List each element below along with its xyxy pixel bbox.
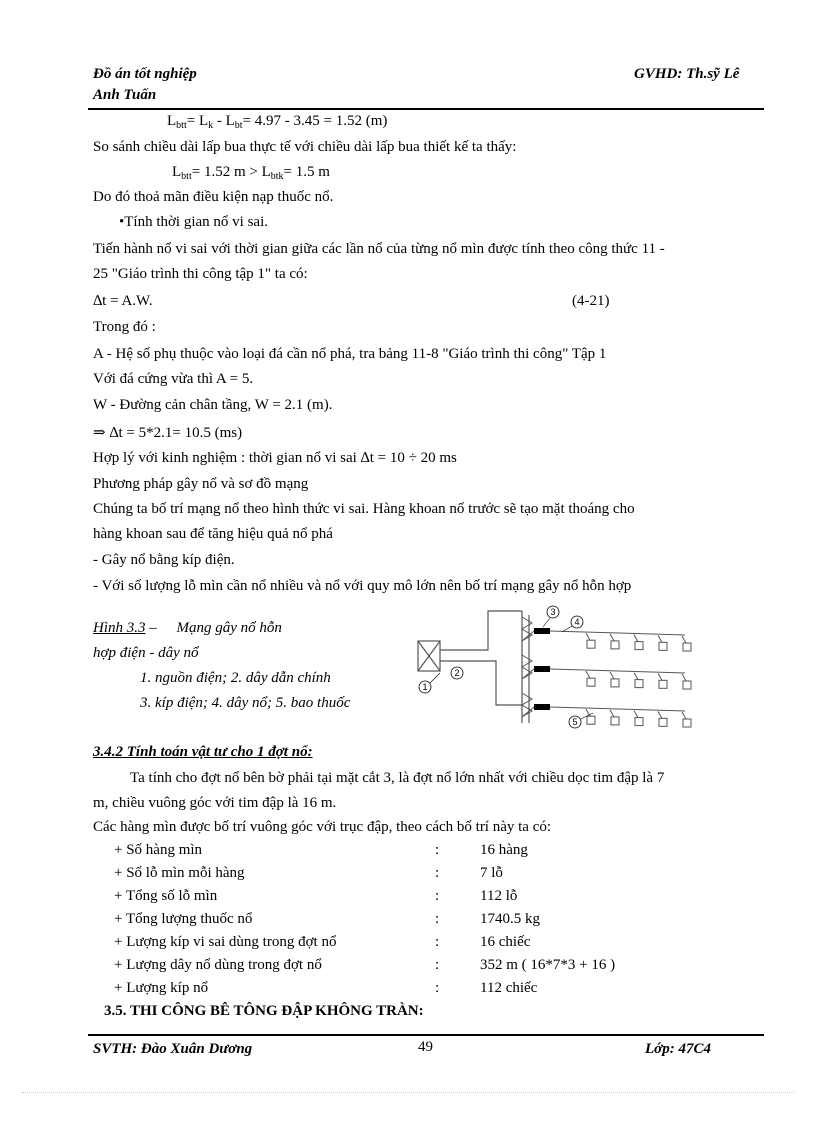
footer-right: Lớp: 47C4 — [645, 1041, 711, 1057]
equation-compare: $L_{btt}= 1.52$ $m > L_{btk}= 1.5$ m — [172, 164, 330, 182]
callout-4: 4 — [574, 617, 580, 627]
explosive-package — [611, 679, 619, 687]
cord-drop — [634, 635, 638, 642]
explosive-package — [659, 718, 667, 726]
list-item: + Tổng lượng thuốc nổ : 1740.5 kg — [114, 911, 540, 927]
callout-5: 5 — [572, 717, 578, 727]
blasting-network-diagram — [410, 603, 710, 735]
explosive-package — [635, 642, 643, 650]
cord-drop — [634, 711, 638, 718]
detonating-cord — [550, 707, 685, 711]
reason: Hợp lý với kinh nghiệm : thời gian nổ vi sai ∆t = 10 ÷ 20 ms — [93, 450, 457, 466]
explosive-package — [659, 642, 667, 650]
callout-1: 1 — [422, 682, 428, 692]
cord-drop — [586, 671, 590, 678]
where-label: Trong đó : — [93, 319, 156, 335]
explosive-package — [635, 680, 643, 688]
equation-lbtt: $L_{btt}= L_k - L_{bt}= 4.97 - 3.45 = 1.52$ (m) — [167, 113, 388, 131]
calc: ⇒ ∆t = 5*2.1= 10.5 (ms) — [93, 425, 243, 441]
callout-2: 2 — [454, 668, 460, 678]
footer-left: SVTH: Đào Xuân Dương — [93, 1041, 253, 1057]
formula-number: (4-21) — [572, 293, 610, 309]
explosive-package — [587, 716, 595, 724]
next-section-heading: 3.5. THI CÔNG BÊ TÔNG ĐẬP KHÔNG TRÀN: — [104, 1003, 424, 1019]
formula: ∆t = A.W. — [93, 293, 153, 309]
footer-rule — [88, 1034, 764, 1036]
branch-wire — [522, 693, 534, 717]
header-left-line1: Đồ án tốt nghiệp — [93, 66, 197, 82]
explosive-package — [635, 718, 643, 726]
cord-drop — [610, 634, 614, 641]
def-w: W - Đường cản chân tầng, W = 2.1 (m). — [93, 397, 333, 413]
cord-drop — [658, 673, 662, 680]
explosive-package — [683, 719, 691, 727]
list-item: + Lượng kíp vi sai dùng trong đợt nổ : 16 chiếc — [114, 934, 531, 950]
def-a2: Với đá cứng vừa thì A = 5. — [93, 371, 254, 387]
branch-wire — [522, 655, 534, 679]
bullet-time: •Tính thời gian nổ vi sai. — [119, 214, 269, 230]
figure-legend-1: 1. nguồn điện; 2. dây dẫn chính — [140, 670, 331, 686]
figure-label: Hình 3.3 — [93, 620, 146, 636]
list-item: + Lượng kíp nổ : 112 chiếc — [114, 980, 538, 996]
explosive-package — [683, 643, 691, 651]
page-number: 49 — [418, 1039, 433, 1055]
explosive-package — [611, 717, 619, 725]
explosive-package — [683, 681, 691, 689]
section-para-3: Các hàng mìn được bố trí vuông góc với trục đập, theo cách bố trí này ta có: — [93, 819, 552, 835]
para-method-2: 25 "Giáo trình thi công tập 1" ta có: — [93, 266, 308, 282]
branch-wire — [522, 617, 534, 641]
section-heading: 3.4.2 Tính toán vật tư cho 1 đợt nổ: — [93, 744, 313, 760]
para-compare: So sánh chiều dài lấp bua thực tế với chiều dài lấp bua thiết kế ta thấy: — [93, 139, 517, 155]
dash-item-2: - Với số lượng lỗ mìn cần nổ nhiều và nổ với quy mô lớn nên bố trí mạng gây nổ hỗn hợp — [93, 578, 632, 594]
header-right: GVHD: Th.sỹ Lê — [634, 66, 740, 82]
list-item: + Tổng số lỗ mìn : 112 lỗ — [114, 888, 518, 904]
figure-legend-2: 3. kíp điện; 4. dây nổ; 5. bao thuốc — [140, 695, 351, 711]
section-para-2: m, chiều vuông góc với tim đập là 16 m. — [93, 795, 337, 811]
para-conclude: Do đó thoả mãn điều kiện nạp thuốc nổ. — [93, 189, 334, 205]
page-bottom-border — [22, 1092, 794, 1093]
explosive-package — [659, 680, 667, 688]
para-network-1: Chúng ta bố trí mạng nổ theo hình thức vi sai. Hàng khoan nổ trước sẽ tạo mặt thoáng cho — [93, 501, 635, 517]
list-item: + Lượng dây nổ dùng trong đợt nổ : 352 m ( 16*7*3 + 16 ) — [114, 957, 616, 973]
detonating-cord — [550, 669, 685, 673]
explosive-package — [587, 640, 595, 648]
detonating-cord — [550, 631, 685, 635]
cord-drop — [610, 672, 614, 679]
electric-detonator — [534, 666, 550, 672]
method-title: Phương pháp gây nổ và sơ đồ mạng — [93, 476, 309, 492]
electric-detonator — [534, 628, 550, 634]
figure-caption-2: hợp điện - dây nổ — [93, 645, 199, 661]
electric-detonator — [534, 704, 550, 710]
cord-drop — [682, 674, 686, 681]
section-para-1: Ta tính cho đợt nổ bên bờ phải tại mặt cắt 3, là đợt nổ lớn nhất với chiều dọc tim đập là 7 — [130, 770, 665, 786]
cord-drop — [658, 635, 662, 642]
header-rule — [88, 108, 764, 110]
list-item: + Số hàng mìn : 16 hàng — [114, 842, 528, 858]
list-item: + Số lỗ mìn mỗi hàng : 7 lỗ — [114, 865, 503, 881]
cord-drop — [610, 710, 614, 717]
cord-drop — [634, 673, 638, 680]
para-network-2: hàng khoan sau để tăng hiệu quả nổ phá — [93, 526, 333, 542]
explosive-package — [611, 641, 619, 649]
dash-item-1: - Gây nổ bằng kíp điện. — [93, 552, 235, 568]
def-a: A - Hệ số phụ thuộc vào loại đá cần nổ phá, tra bảng 11-8 "Giáo trình thi công" Tập 1 — [93, 346, 607, 362]
para-method-1: Tiến hành nổ vi sai với thời gian giữa các lần nổ của từng nổ mìn được tính theo công thức 11 - — [93, 241, 665, 257]
explosive-package — [587, 678, 595, 686]
cord-drop — [682, 712, 686, 719]
callout-3: 3 — [550, 607, 556, 617]
cord-drop — [586, 633, 590, 640]
cord-drop — [658, 711, 662, 718]
header-left-line2: Anh Tuấn — [93, 87, 157, 103]
cord-drop — [682, 636, 686, 643]
figure-caption-1: Hình 3.3 – Mạng gây nổ hỗn — [93, 620, 282, 636]
